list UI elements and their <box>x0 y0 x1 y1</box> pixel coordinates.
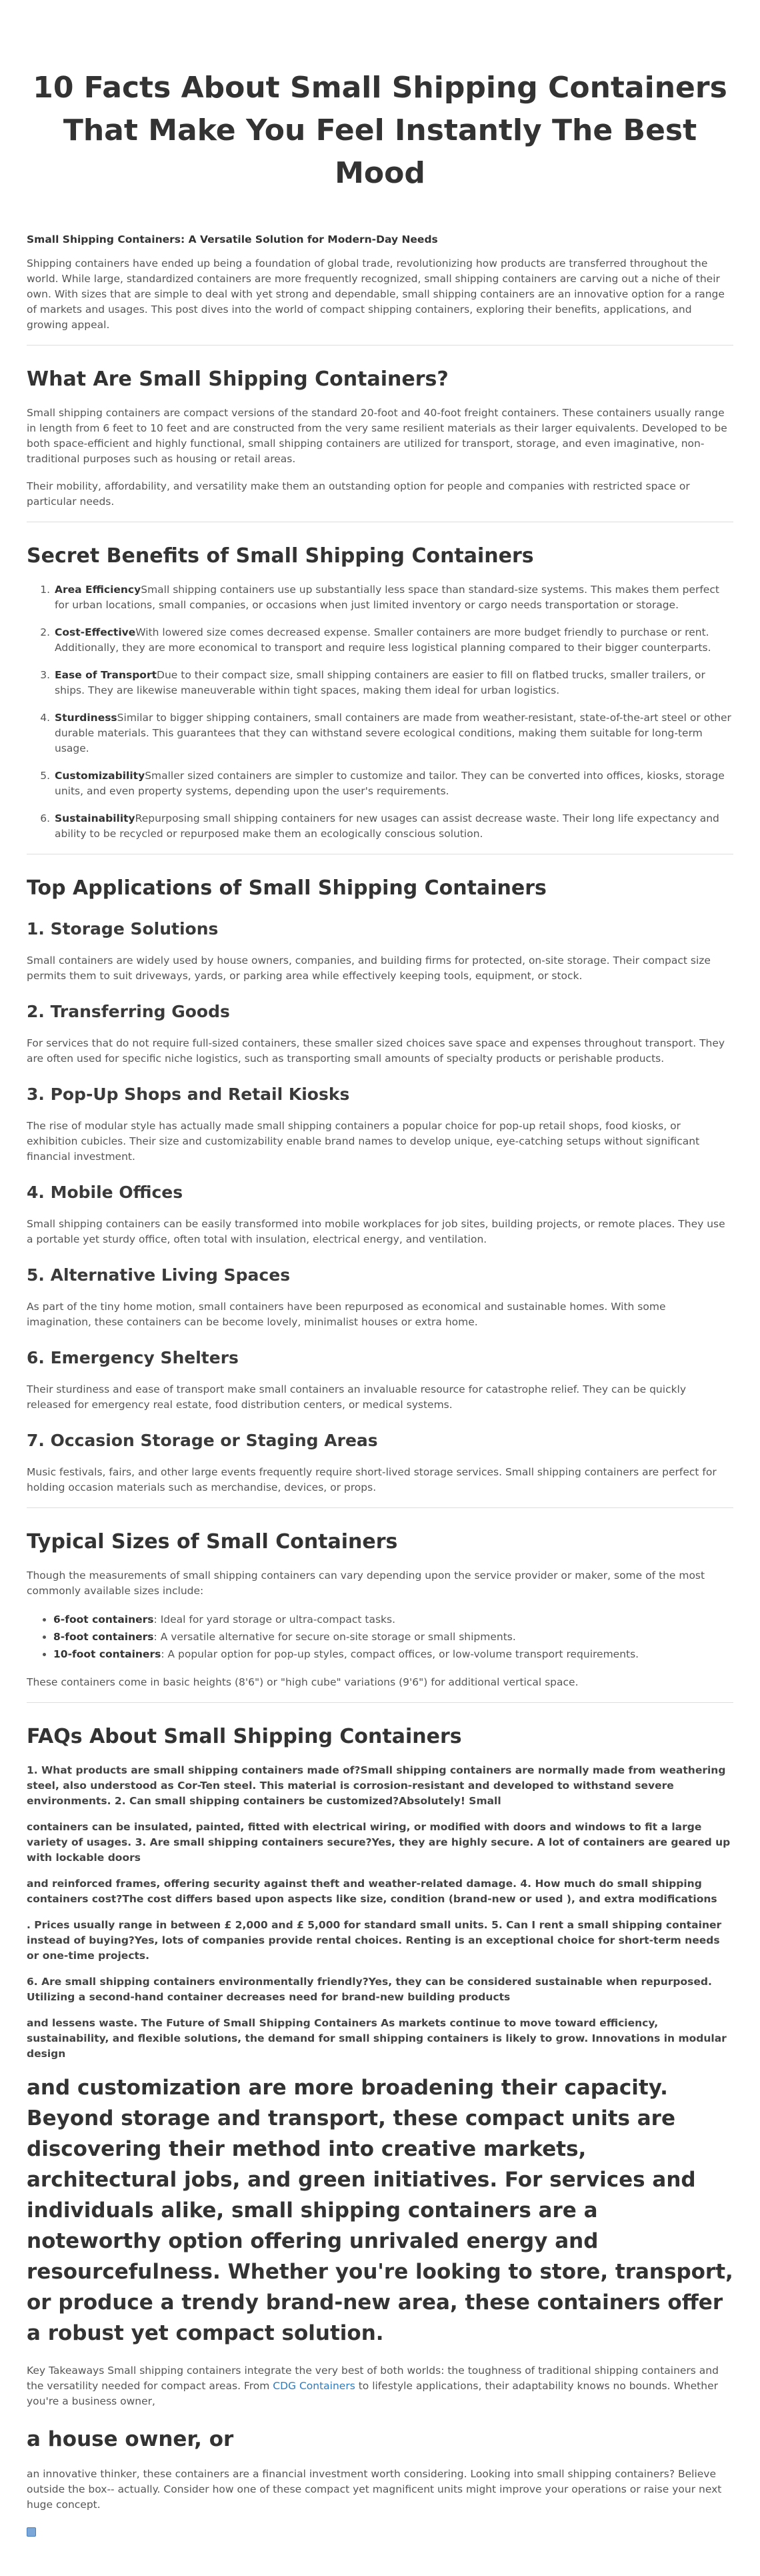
application-text: Their sturdiness and ease of transport make small containers an invaluable resource for catastrophe relief. They can be quickly released for emergency real estate, food distribution centers, or medical systems. <box>27 1383 687 1411</box>
sizes-list <box>27 1611 733 1663</box>
applications-heading: Top Applications of Small Shipping Containers <box>27 876 547 900</box>
page-title: 10 Facts About Small Shipping Containers That Make You Feel Instantly The Best Mood <box>33 71 727 190</box>
application-text: Small containers are widely used by house owners, companies, and building firms for protected, on-site storage. Their compact size permits them to suit driveways, yards, or parking area while effectively keeping tools, equipment, or stock. <box>27 954 711 982</box>
faq-block: 1. What products are small shipping containers made of?Small shipping containers are normally made from weathering steel, also understood as Cor-Ten steel. This material is corrosion-resistant and developed to withstand severe environments. 2. Can small shipping containers be customized?Absolutely! Small <box>27 1764 726 1807</box>
divider <box>27 1507 733 1508</box>
sizes-intro: Though the measurements of small shipping containers can vary depending upon the service provider or maker, some of the most commonly available sizes include: <box>27 1569 705 1597</box>
list-item <box>53 582 733 613</box>
benefit-text: Repurposing small shipping containers for new usages can assist decrease waste. Their long life expectancy and ability to be recycled or repurposed make them an ecologically conscious solution. <box>55 812 719 840</box>
what-heading: What Are Small Shipping Containers? <box>27 368 449 391</box>
big-statement: and customization are more broadening their capacity. Beyond storage and transport, these compact units are discovering their method into creative markets, architectural jobs, and green initiatives. For services and individuals alike, small shipping containers are a noteworthy option offering unrivaled energy and resourcefulness. Whether you're looking to store, transport, or produce a trendy brand-new area, these containers offer a robust yet compact solution. <box>27 2076 733 2345</box>
what-paragraph-2: Their mobility, affordability, and versatility make them an outstanding option for people and companies with restricted space or particular needs. <box>27 480 690 508</box>
article <box>27 0 733 2551</box>
sizes-heading: Typical Sizes of Small Containers <box>27 1530 398 1553</box>
list-item <box>53 710 733 756</box>
benefit-title: Area Efficiency <box>55 584 141 596</box>
size-title: 6-foot containers <box>53 1614 154 1626</box>
size-title: 10-foot containers <box>53 1648 161 1660</box>
benefit-text: Smaller sized containers are simpler to customize and tailor. They can be converted into offices, kiosks, storage units, and even property systems, depending upon the user's requirements. <box>55 770 725 797</box>
faq-heading: FAQs About Small Shipping Containers <box>27 1725 462 1748</box>
takeaways-text-before: Key Takeaways Small shipping containers integrate the very best of both worlds: the toughness of traditional shipping containers and the versatility needed for compact areas. From <box>27 2365 719 2392</box>
application-text: Music festivals, fairs, and other large events frequently require short-lived storage services. Small shipping containers are perfect for holding occasion materials such as merchandise, devices, or props. <box>27 1466 717 1493</box>
intro-paragraph: Shipping containers have ended up being a foundation of global trade, revolutionizing how products are transferred throughout the world. While large, standardized containers are more frequently recognized, small shipping containers are carving out a niche of their own. With sizes that are simple to deal with yet strong and dependable, small shipping containers are an innovative option for a range of markets and usages. This post dives into the world of compact shipping containers, exploring their benefits, applications, and growing appeal. <box>27 257 725 331</box>
size-text: : Ideal for yard storage or ultra-compact tasks. <box>153 1614 396 1626</box>
size-title: 8-foot containers <box>53 1631 154 1643</box>
application-title: 2. Transferring Goods <box>27 1002 230 1021</box>
application-title: 3. Pop-Up Shops and Retail Kiosks <box>27 1085 350 1104</box>
cdg-containers-link[interactable]: CDG Containers <box>273 2380 355 2392</box>
divider <box>27 1702 733 1703</box>
closing-paragraph: an innovative thinker, these containers are a financial investment worth considering. Looking into small shipping containers? Believe outside the box-- actually. Consider how one of these compact yet magnificent units might improve your operations or raise your next huge concept. <box>27 2468 722 2511</box>
benefits-heading: Secret Benefits of Small Shipping Containers <box>27 544 534 568</box>
list-item <box>53 1611 733 1628</box>
faq-block: 6. Are small shipping containers environmentally friendly?Yes, they can be considered sustainable when repurposed. Utilizing a second-hand container decreases need for brand-new building products <box>27 1976 712 2003</box>
divider <box>27 345 733 346</box>
benefit-title: Cost-Effective <box>55 626 136 638</box>
benefit-text: Small shipping containers use up substantially less space than standard-size systems. This makes them perfect for urban locations, small companies, or occasions when just limited inventory or cargo needs transportation or storage. <box>55 584 719 611</box>
takeaways-text-after: to lifestyle applications, their adaptability knows no bounds. Whether you're a business owner, <box>27 2380 718 2407</box>
list-item <box>53 625 733 656</box>
sizes-note: These containers come in basic heights (8'6") or "high cube" variations (9'6") for additional vertical space. <box>27 1676 579 1688</box>
application-title: 5. Alternative Living Spaces <box>27 1265 291 1285</box>
benefit-text: Due to their compact size, small shipping containers are easier to fill on flatbed trucks, smaller trailers, or ships. They are likewise maneuverable within tight spaces, making them ideal for urban logistics. <box>55 669 705 696</box>
application-title: 7. Occasion Storage or Staging Areas <box>27 1431 378 1450</box>
what-paragraph-1: Small shipping containers are compact versions of the standard 20-foot and 40-foot freight containers. These containers usually range in length from 6 feet to 10 feet and are constructed from the very same resilient materials as their larger equivalents. Developed to be both space-efficient and highly functional, small shipping containers are utilized for transport, storage, and even imaginative, non-traditional purposes such as housing or retail areas. <box>27 407 727 465</box>
benefit-title: Customizability <box>55 770 145 782</box>
faq-block: and reinforced frames, offering security against theft and weather-related damage. 4. How much do small shipping containers cost?The cost differs based upon aspects like size, condition (brand-new or used ), and extra modifications <box>27 1878 717 1905</box>
takeaways-paragraph <box>27 2363 733 2409</box>
faq-block: containers can be insulated, painted, fitted with electrical wiring, or modified with doors and windows to fit a large variety of usages. 3. Are small shipping containers secure?Yes, they are highly secure. A lot of containers are geared up with lockable doors <box>27 1821 731 1864</box>
size-text: : A popular option for pop-up styles, compact offices, or low-volume transport requirements. <box>161 1648 639 1660</box>
list-item <box>53 1628 733 1646</box>
list-item <box>53 668 733 698</box>
image-icon <box>27 2527 36 2537</box>
list-item <box>53 811 733 842</box>
size-text: : A versatile alternative for secure on-site storage or small shipments. <box>153 1631 516 1643</box>
benefit-text: Similar to bigger shipping containers, small containers are made from weather-resistant, state-of-the-art steel or other durable materials. This guarantees that they can withstand severe ecological conditions, making them suitable for long-term usage. <box>55 712 731 754</box>
list-item <box>53 1646 733 1663</box>
application-title: 6. Emergency Shelters <box>27 1348 239 1367</box>
intro-heading: Small Shipping Containers: A Versatile Solution for Modern-Day Needs <box>27 233 438 245</box>
benefit-title: Sturdiness <box>55 712 117 724</box>
application-text: The rise of modular style has actually made small shipping containers a popular choice for pop-up retail shops, food kiosks, or exhibition cubicles. Their size and customizability enable brand names to develop unique, eye-catching setups without significant financial investment. <box>27 1120 700 1163</box>
closing-heading: a house owner, or <box>27 2427 234 2451</box>
benefit-text: With lowered size comes decreased expense. Smaller containers are more budget friendly to purchase or rent. Additionally, they are more economical to transport and require less logistical planning compared to their bigger counterparts. <box>55 626 711 654</box>
application-text: For services that do not require full-sized containers, these smaller sized choices save space and expenses throughout transport. They are often used for specific niche logistics, such as transporting small amounts of specialty products or perishable products. <box>27 1037 725 1065</box>
benefits-list <box>27 582 733 842</box>
faq-block: and lessens waste. The Future of Small Shipping Containers As markets continue to move toward efficiency, sustainability, and flexible solutions, the demand for small shipping containers is likely to grow. Innovations in modular design <box>27 2017 727 2060</box>
benefit-title: Ease of Transport <box>55 669 157 681</box>
application-text: Small shipping containers can be easily transformed into mobile workplaces for job sites, building projects, or remote places. They use a portable yet sturdy office, often total with insulation, electrical energy, and ventilation. <box>27 1218 725 1245</box>
benefit-title: Sustainability <box>55 812 135 824</box>
application-title: 4. Mobile Offices <box>27 1183 183 1202</box>
list-item <box>53 768 733 799</box>
application-title: 1. Storage Solutions <box>27 919 219 938</box>
faq-block: . Prices usually range in between £ 2,000 and £ 5,000 for standard small units. 5. Can I rent a small shipping container instead of buying?Yes, lots of companies provide rental choices. Renting is an exceptional choice for short-term needs or one-time projects. <box>27 1919 722 1962</box>
application-text: As part of the tiny home motion, small containers have been repurposed as economical and sustainable homes. With some imagination, these containers can be become lovely, minimalist houses or extra home. <box>27 1301 666 1328</box>
